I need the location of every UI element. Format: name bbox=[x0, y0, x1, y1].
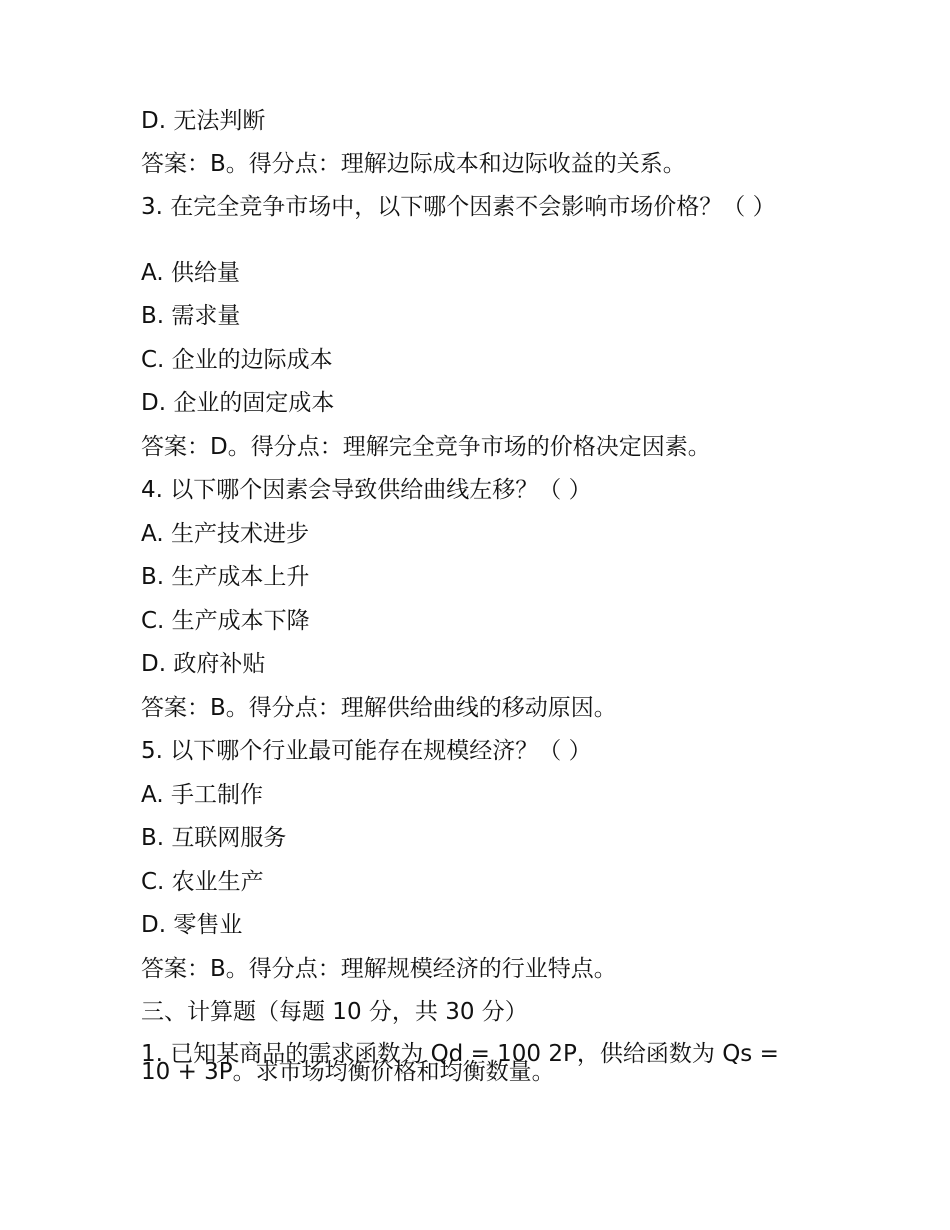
answer-q5: 答案：B。得分点：理解规模经济的行业特点。 bbox=[141, 956, 617, 982]
answer-q2: 答案：B。得分点：理解边际成本和边际收益的关系。 bbox=[141, 151, 686, 177]
option-b-q5: B. 互联网服务 bbox=[141, 825, 287, 851]
question-5: 5. 以下哪个行业最可能存在规模经济？（ ） bbox=[141, 738, 592, 764]
section-heading: 三、计算题（每题 10 分，共 30 分） bbox=[141, 999, 528, 1025]
question-4: 4. 以下哪个因素会导致供给曲线左移？（ ） bbox=[141, 477, 592, 503]
question-3: 3. 在完全竞争市场中，以下哪个因素不会影响市场价格？（ ） bbox=[141, 194, 776, 220]
answer-q4: 答案：B。得分点：理解供给曲线的移动原因。 bbox=[141, 695, 617, 721]
option-d-q2: D. 无法判断 bbox=[141, 108, 266, 134]
answer-q3: 答案：D。得分点：理解完全竞争市场的价格决定因素。 bbox=[141, 434, 711, 460]
option-a-q3: A. 供给量 bbox=[141, 260, 240, 286]
option-d-q4: D. 政府补贴 bbox=[141, 651, 266, 677]
option-b-q3: B. 需求量 bbox=[141, 303, 241, 329]
option-c-q4: C. 生产成本下降 bbox=[141, 608, 310, 634]
option-d-q5: D. 零售业 bbox=[141, 912, 243, 938]
option-c-q3: C. 企业的边际成本 bbox=[141, 347, 333, 373]
option-b-q4: B. 生产成本上升 bbox=[141, 564, 310, 590]
option-d-q3: D. 企业的固定成本 bbox=[141, 390, 335, 416]
calc-question-1: 1. 已知某商品的需求函数为 Qd = 100 2P，供给函数为 Qs = 10 + 3P。求市场均衡价格和均衡数量。 bbox=[141, 1041, 779, 1085]
option-c-q5: C. 农业生产 bbox=[141, 869, 264, 895]
option-a-q5: A. 手工制作 bbox=[141, 782, 263, 808]
option-a-q4: A. 生产技术进步 bbox=[141, 521, 309, 547]
